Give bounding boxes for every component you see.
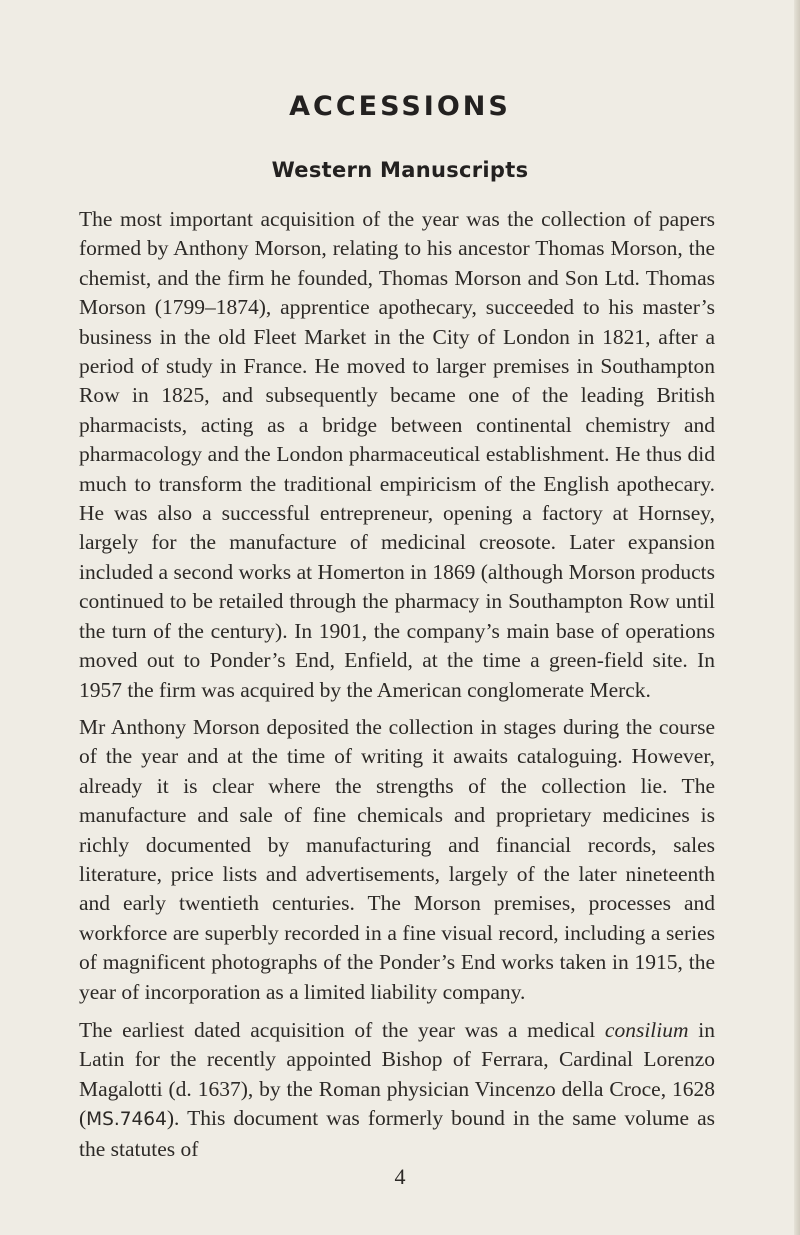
page-edge xyxy=(794,0,800,1235)
paragraph-morson-collection xyxy=(79,205,715,705)
text-run: The earliest dated acquisition of the year was a medical xyxy=(79,1018,605,1042)
paragraph-collection-strengths xyxy=(79,713,715,1007)
paragraph-text: Mr Anthony Morson deposited the collection in stages during the course of the year and at the time of writing it awaits cataloguing. However, already it is clear where the strengths of the collection lie. The manufacture and sale of fine chemicals and proprietary medicines is richly documented by manufacturing and financial records, sales literature, price lists and advertisements, largely of the later nineteenth and early twentieth centuries. The Morson premises, processes and workforce are superbly recorded in a fine visual record, including a series of magnificent photographs of the Ponder’s End works taken in 1915, the year of incorporation as a limited liability company. xyxy=(79,715,715,1004)
paragraph-text xyxy=(79,1016,715,1164)
text-run: ). This document was formerly bound in the same volume as the statutes of xyxy=(79,1106,715,1161)
paragraph-earliest-acquisition xyxy=(79,1016,715,1164)
text-run: in Latin for the recently appointed Bishop of Ferrara, Cardinal Lorenzo Magalotti (d. 1637), by the Roman physician Vincenzo della Croce, 1628 ( xyxy=(79,1018,715,1131)
manuscript-reference: MS.7464 xyxy=(86,1109,167,1131)
section-heading: Western Manuscripts xyxy=(271,158,529,182)
page-title: ACCESSIONS xyxy=(289,91,511,122)
italic-term: consilium xyxy=(604,1018,689,1042)
paragraph-text: The most important acquisition of the year was the collection of papers formed by Anthony Morson, relating to his ancestor Thomas Morson, the chemist, and the firm he founded, Thomas Morson and Son Ltd. Thomas Morson (1799–1874), apprentice apothecary, succeeded to his master’s business in the old Fleet Market in the City of London in 1821, after a period of study in France. He moved to larger premises in Southampton Row in 1825, and subsequently became one of the leading British pharmacists, acting as a bridge between continental chemistry and pharmacology and the London pharmaceutical establishment. He thus did much to transform the traditional empiricism of the English apothecary. He was also a successful entrepreneur, opening a factory at Hornsey, largely for the manufacture of medicinal creosote. Later expansion included a second works at Homerton in 1869 (although Morson products continued to be retailed through the pharmacy in Southampton Row until the turn of the century). In 1901, the company’s main base of operations moved out to Ponder’s End, Enfield, at the time a green-field site. In 1957 the firm was acquired by the American conglomerate Merck. xyxy=(79,207,715,702)
page-number: 4 xyxy=(394,1164,406,1189)
